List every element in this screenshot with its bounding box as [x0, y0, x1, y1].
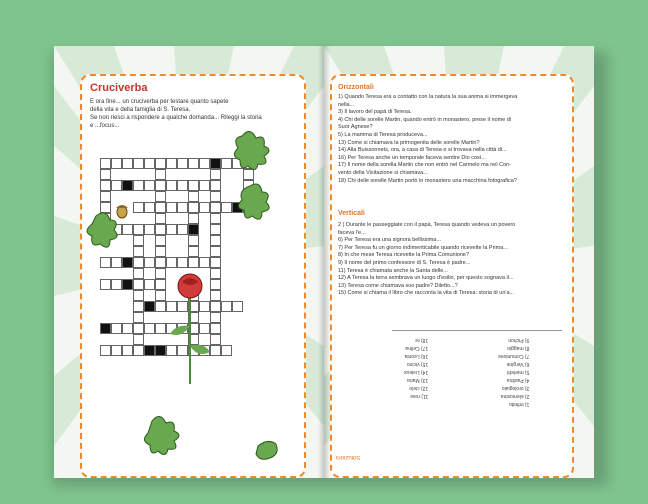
crossword-cell	[210, 169, 221, 180]
crossword-cell	[144, 345, 155, 356]
crossword-cell	[243, 191, 254, 202]
crossword-cell	[210, 323, 221, 334]
across-clues	[338, 94, 566, 185]
crossword-cell	[100, 224, 111, 235]
crossword-cell	[155, 257, 166, 268]
crossword-cell	[210, 268, 221, 279]
solution: 16) Leonia	[404, 353, 429, 359]
crossword-cell	[177, 158, 188, 169]
crossword-cell	[188, 191, 199, 202]
intro-text	[90, 98, 290, 130]
crossword-cell	[155, 158, 166, 169]
crossword-cell	[243, 180, 254, 191]
crossword-cell	[210, 257, 221, 268]
solutions-heading: Soluzioni	[336, 454, 361, 460]
clue: 13) Teresa come chiamava suo padre? Diletto...?	[338, 282, 458, 289]
crossword-cell	[133, 334, 144, 345]
clue: 14) Alla Buissonnets, ora, a casa di Teresa e si trovava nella città di...	[338, 147, 507, 154]
solution: 18) re	[415, 337, 429, 343]
crossword-cell	[210, 158, 221, 169]
crossword-cell	[210, 279, 221, 290]
crossword-cell	[111, 180, 122, 191]
crossword-cell	[188, 202, 199, 213]
crossword-cell	[155, 279, 166, 290]
crossword-cell	[122, 323, 133, 334]
page-title: Cruciverba	[90, 82, 148, 94]
solution: 6) Vergine	[506, 361, 530, 367]
crossword-cell	[111, 224, 122, 235]
clue: 1) Quando Teresa era a contatto con la natura la sua anima si immergeva	[338, 94, 518, 100]
crossword-cell	[243, 158, 254, 169]
crossword-cell	[188, 279, 199, 290]
solution: 17) Celina	[405, 345, 429, 351]
crossword-cell	[166, 224, 177, 235]
crossword-cell	[177, 257, 188, 268]
crossword-cell	[221, 202, 232, 213]
crossword-cell	[122, 224, 133, 235]
crossword-cell	[133, 323, 144, 334]
crossword-cell	[188, 257, 199, 268]
solution: 3) orologiaio	[501, 385, 530, 391]
crossword-cell	[188, 323, 199, 334]
crossword-cell	[166, 345, 177, 356]
crossword-cell	[210, 312, 221, 323]
clue: Suor Agnese?	[338, 124, 373, 131]
clue: 7) Per Teresa fu un giorno indimenticabile quando ricevette la Prima...	[338, 244, 508, 251]
crossword-cell	[111, 323, 122, 334]
crossword-cell	[177, 301, 188, 312]
crossword-cell	[232, 158, 243, 169]
crossword-cell	[199, 202, 210, 213]
solution: 14) Lisieux	[404, 369, 429, 375]
crossword-cell	[210, 334, 221, 345]
acorn-icon	[116, 205, 128, 218]
clue: 17) Il nome della sorella Martin che non entrò nel Carmelo ma nel Con-	[338, 162, 512, 169]
clue: 5) La mamma di Teresa produceva...	[338, 131, 428, 138]
crossword-cell	[100, 191, 111, 202]
crossword-cell	[221, 158, 232, 169]
crossword-cell	[144, 180, 155, 191]
crossword-cell	[155, 323, 166, 334]
clue: 6) Per Teresa era una signora bellissima...	[338, 237, 441, 244]
crossword-cell	[100, 169, 111, 180]
crossword-cell	[155, 202, 166, 213]
crossword-cell	[210, 246, 221, 257]
crossword-cell	[188, 246, 199, 257]
clue: 2 ) Durante le passeggiate con il papà, Teresa quando vedeva un povero	[338, 222, 516, 228]
crossword-cell	[155, 301, 166, 312]
crossword-cell	[155, 235, 166, 246]
crossword-cell	[133, 301, 144, 312]
clue: 13) Come si chiamava la primogenita delle sorelle Martin?	[338, 139, 480, 146]
crossword-cell	[144, 158, 155, 169]
crossword-cell	[133, 279, 144, 290]
solution: 9) Pichon	[508, 337, 530, 343]
clue: 3) Il lavoro del papà di Teresa.	[338, 109, 412, 116]
crossword-cell	[111, 158, 122, 169]
solution: 1) infinito	[509, 401, 530, 407]
crossword-cell	[133, 202, 144, 213]
crossword-cell	[155, 345, 166, 356]
crossword-cell	[188, 180, 199, 191]
clue: 4) Chi delle sorelle Martin, quando entrò in monastero, prese il nome di	[338, 116, 512, 123]
crossword-cell	[111, 279, 122, 290]
intro-line: Se non riesci a rispondere a qualche domanda... Rileggi la storia	[90, 115, 262, 121]
crossword-cell	[122, 345, 133, 356]
right-page	[324, 46, 594, 478]
intro-line: e ...focus...	[90, 123, 120, 129]
crossword-cell	[166, 301, 177, 312]
crossword-cell	[166, 323, 177, 334]
crossword-cell	[188, 301, 199, 312]
crossword-cell	[133, 224, 144, 235]
crossword-cell	[122, 180, 133, 191]
crossword-cell	[122, 279, 133, 290]
crossword-cell	[177, 180, 188, 191]
crossword-cell	[210, 180, 221, 191]
crossword-cell	[210, 235, 221, 246]
crossword-cell	[199, 257, 210, 268]
crossword-cell	[155, 290, 166, 301]
crossword-cell	[133, 290, 144, 301]
clue: 12) A Teresa la terra sembrava un luogo d'esilio, per questo sognava il...	[338, 275, 514, 282]
clue: 9) Il nome del primo confessore di S. Teresa è padre...	[338, 259, 471, 266]
crossword-cell	[133, 158, 144, 169]
crossword-cell	[100, 345, 111, 356]
clue: 16) Per Teresa anche un temporale faceva sentire Dio così...	[338, 154, 486, 161]
crossword-cell	[188, 235, 199, 246]
crossword-cell	[133, 312, 144, 323]
crossword-cell	[210, 191, 221, 202]
clues-panel	[330, 74, 574, 478]
solutions-column	[404, 336, 428, 400]
down-heading: Verticali	[338, 210, 365, 217]
crossword-panel	[80, 74, 306, 478]
crossword-cell	[188, 224, 199, 235]
crossword-cell	[144, 202, 155, 213]
crossword-cell	[155, 169, 166, 180]
crossword-cell	[210, 345, 221, 356]
crossword-cell	[243, 169, 254, 180]
crossword-cell	[232, 301, 243, 312]
crossword-cell	[199, 323, 210, 334]
crossword-cell	[100, 202, 111, 213]
crossword-cell	[100, 257, 111, 268]
crossword-cell	[100, 213, 111, 224]
crossword-cell	[166, 158, 177, 169]
crossword-cell	[133, 246, 144, 257]
clue: 11) Teresa è chiamata anche la Santa delle...	[338, 267, 448, 274]
solution: 4) Paolina	[506, 377, 530, 383]
crossword-cell	[133, 235, 144, 246]
crossword-cell	[188, 158, 199, 169]
clue: 15) Come si chiama il libro che racconta la vita di Teresa: storia di un'a...	[338, 290, 515, 297]
crossword-cell	[199, 301, 210, 312]
crossword-cell	[155, 180, 166, 191]
crossword-cell	[232, 202, 243, 213]
crossword-cell	[188, 312, 199, 323]
intro-line: della vita e della famiglia di S. Teresa.	[90, 107, 191, 113]
oak-leaf-icon	[144, 416, 179, 454]
crossword-cell	[166, 202, 177, 213]
crossword-cell	[133, 257, 144, 268]
crossword-cell	[155, 224, 166, 235]
left-page	[54, 46, 324, 478]
crossword-cell	[155, 246, 166, 257]
crossword-cell	[210, 290, 221, 301]
clue: vento della Visitazione si chiamava...	[338, 169, 428, 176]
crossword-cell	[210, 213, 221, 224]
clue: 18) Chi delle sorelle Martin portò in monastero una macchina fotografica?	[338, 177, 517, 184]
crossword-cell	[221, 301, 232, 312]
crossword-cell	[100, 158, 111, 169]
crossword-cell	[144, 323, 155, 334]
crossword-cell	[111, 345, 122, 356]
crossword-cell	[111, 257, 122, 268]
solution: 7) Comunione	[498, 353, 530, 359]
across-heading: Orizzontali	[338, 84, 374, 91]
clue: 8) In che mese Teresa ricevette la Prima Comunione?	[338, 252, 470, 259]
clue: faceva l'e...	[338, 229, 366, 236]
solution: 11) rose	[410, 393, 429, 399]
crossword-cell	[199, 158, 210, 169]
down-clues	[338, 222, 566, 298]
clue: nella...	[338, 101, 355, 108]
solution: 13) Maria	[407, 377, 429, 383]
crossword-cell	[188, 290, 199, 301]
crossword-cell	[221, 345, 232, 356]
crossword-cell	[122, 257, 133, 268]
crossword-cell	[100, 279, 111, 290]
crossword-cell	[188, 345, 199, 356]
crossword-cell	[210, 224, 221, 235]
crossword-cell	[188, 334, 199, 345]
crossword-cell	[100, 323, 111, 334]
crossword-cell	[155, 268, 166, 279]
crossword-cell	[177, 345, 188, 356]
solution: 8) maggio	[507, 345, 530, 351]
crossword-cell	[210, 301, 221, 312]
crossword-cell	[122, 158, 133, 169]
crossword-cell	[177, 202, 188, 213]
solution: 5) merletti	[507, 369, 530, 375]
crossword-cell	[144, 279, 155, 290]
crossword-cell	[199, 345, 210, 356]
crossword-cell	[144, 301, 155, 312]
book-spine	[318, 46, 330, 478]
crossword-cell	[144, 224, 155, 235]
solution: 2) elemosina	[500, 393, 530, 399]
crossword-cell	[210, 202, 221, 213]
crossword-cell	[243, 202, 254, 213]
crossword-cell	[166, 257, 177, 268]
crossword-cell	[177, 224, 188, 235]
crossword-cell	[199, 180, 210, 191]
crossword-cell	[133, 268, 144, 279]
intro-line: E ora fine... un cruciverba per testare quanto sapete	[90, 99, 229, 105]
crossword-cell	[166, 180, 177, 191]
crossword-cell	[133, 345, 144, 356]
crossword-cell	[155, 191, 166, 202]
crossword-cell	[177, 323, 188, 334]
solutions-column	[498, 336, 529, 408]
crossword-cell	[100, 180, 111, 191]
crossword-cell	[188, 213, 199, 224]
oak-leaf-icon	[256, 441, 277, 459]
solution: 15) vicino	[406, 361, 429, 367]
crossword-cell	[144, 257, 155, 268]
illustrations	[82, 76, 304, 476]
crossword-cell	[133, 180, 144, 191]
crossword-cell	[155, 213, 166, 224]
solution: 12) cielo	[409, 385, 429, 391]
